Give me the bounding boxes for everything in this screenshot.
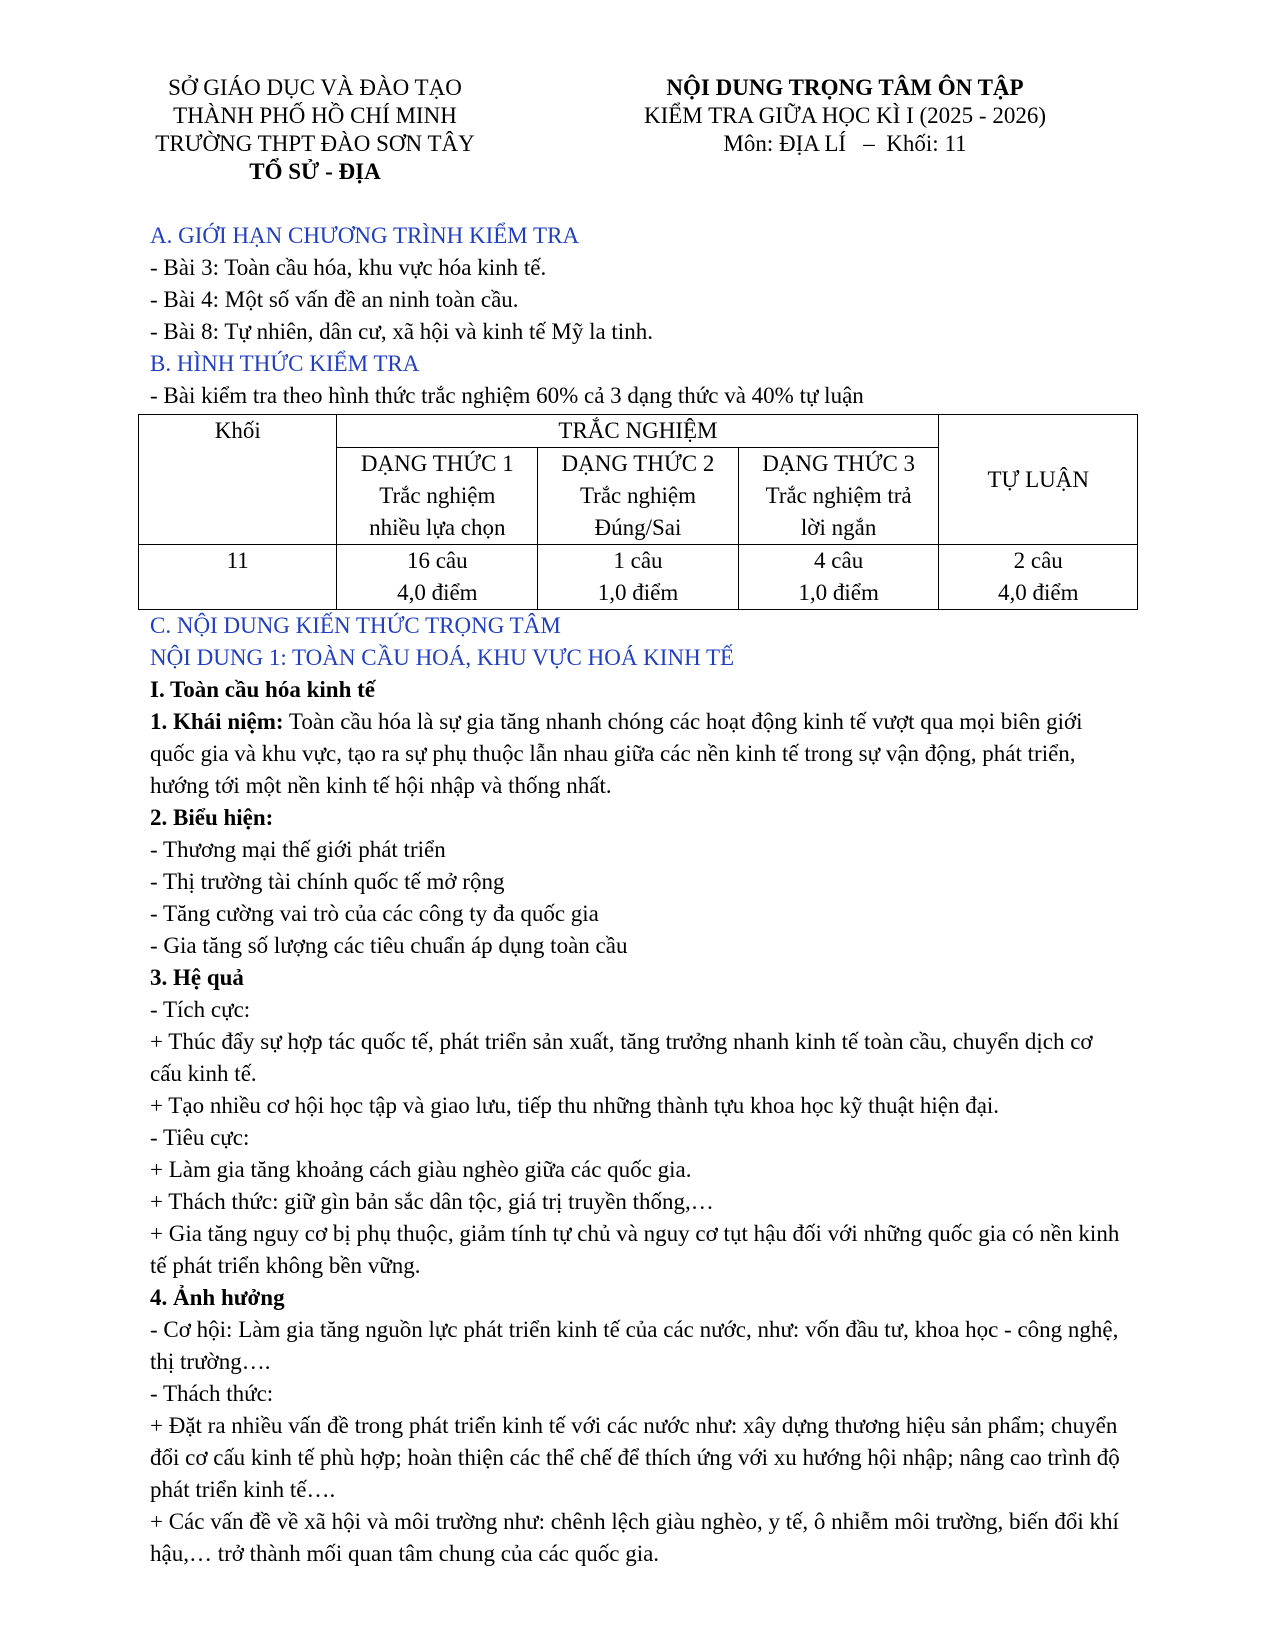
section-a-item: - Bài 3: Toàn cầu hóa, khu vực hóa kinh tế. xyxy=(150,255,547,280)
header-left xyxy=(140,74,490,186)
cell-khoi: 11 xyxy=(139,545,337,610)
cell-text: DẠNG THỨC 1 xyxy=(360,451,514,476)
section-a-item: - Bài 4: Một số vấn đề an ninh toàn cầu. xyxy=(150,287,519,312)
school-name: TRƯỜNG THPT ĐÀO SƠN TÂY xyxy=(155,131,475,156)
cell-dang-thuc-2 xyxy=(538,545,739,610)
section-c-heading: C. NỘI DUNG KIẾN THỨC TRỌNG TÂM xyxy=(150,613,561,638)
header-cell-trac-nghiem: TRẮC NGHIỆM xyxy=(337,415,939,448)
cell-tu-luan xyxy=(939,545,1138,610)
khai-niem-label: 1. Khái niệm: xyxy=(150,709,284,734)
content-1-heading: NỘI DUNG 1: TOÀN CẦU HOÁ, KHU VỰC HOÁ KINH TẾ xyxy=(150,645,735,670)
cell-dang-thuc-1 xyxy=(337,545,538,610)
header-cell-dang-thuc-2 xyxy=(538,448,739,545)
cell-text: nhiều lựa chọn xyxy=(369,515,506,540)
table-row xyxy=(139,545,1138,610)
exam-structure-table xyxy=(138,414,1138,610)
exam-title: KIỂM TRA GIỮA HỌC KÌ I (2025 - 2026) xyxy=(643,103,1046,128)
cell-text: 1 câu xyxy=(613,548,663,573)
header-cell-tu-luan: TỰ LUẬN xyxy=(939,415,1138,545)
bieu-hien-label: 2. Biểu hiện: xyxy=(150,805,274,830)
document-title: NỘI DUNG TRỌNG TÂM ÔN TẬP xyxy=(666,75,1024,100)
cell-text: 4 câu xyxy=(814,548,864,573)
cell-text: lời ngắn xyxy=(800,515,877,540)
list-item: + Tạo nhiều cơ hội học tập và giao lưu, tiếp thu những thành tựu khoa học kỹ thuật hiện đại. xyxy=(150,1093,1000,1118)
anh-huong-label: 4. Ảnh hưởng xyxy=(150,1285,285,1310)
list-item: + Gia tăng nguy cơ bị phụ thuộc, giảm tính tự chủ và nguy cơ tụt hậu đối với những quốc gia có nền kinh tế phát triển không bền vững. xyxy=(150,1221,1120,1278)
section-a-heading: A. GIỚI HẠN CHƯƠNG TRÌNH KIỂM TRA xyxy=(150,223,580,248)
cell-text: Trắc nghiệm trả xyxy=(765,483,912,508)
list-item: + Thách thức: giữ gìn bản sắc dân tộc, giá trị truyền thống,… xyxy=(150,1189,714,1214)
list-item: - Tăng cường vai trò của các công ty đa quốc gia xyxy=(150,901,599,926)
list-item: + Làm gia tăng khoảng cách giàu nghèo giữa các quốc gia. xyxy=(150,1157,692,1182)
subject-line: Môn: ĐỊA LÍ – Khối: 11 xyxy=(723,131,967,156)
header-cell-dang-thuc-3 xyxy=(738,448,939,545)
section-b-heading: B. HÌNH THỨC KIỂM TRA xyxy=(150,351,420,376)
group-name: TỔ SỬ - ĐỊA xyxy=(249,159,381,184)
part-1-title: I. Toàn cầu hóa kinh tế xyxy=(150,677,375,702)
list-item: + Đặt ra nhiều vấn đề trong phát triển kinh tế với các nước như: xây dựng thương hiệu sản phẩm; chuyển đổi cơ cấu kinh tế phù hợp; hoàn thiện các thể chế để thích ứng với xu hướng hội nhập; nâng cao trình độ phát triển kinh tế…. xyxy=(150,1413,1120,1502)
list-item: - Thương mại thế giới phát triển xyxy=(150,837,446,862)
list-item: - Thách thức: xyxy=(150,1381,274,1406)
khai-niem-text: Toàn cầu hóa là sự gia tăng nhanh chóng các hoạt động kinh tế vượt qua mọi biên giới quốc gia và khu vực, tạo ra sự phụ thuộc lẫn nhau giữa các nền kinh tế trong sự vận động, phát triển, hướng tới một nền kinh tế hội nhập và thống nhất. xyxy=(150,709,1083,798)
header-right xyxy=(615,74,1075,158)
khai-niem-paragraph xyxy=(150,706,1130,802)
list-item: - Thị trường tài chính quốc tế mở rộng xyxy=(150,869,505,894)
cell-dang-thuc-3 xyxy=(738,545,939,610)
header-cell-dang-thuc-1 xyxy=(337,448,538,545)
section-b-text: - Bài kiểm tra theo hình thức trắc nghiệm 60% cả 3 dạng thức và 40% tự luận xyxy=(150,383,864,408)
cell-text: 1,0 điểm xyxy=(798,580,879,605)
city-name: THÀNH PHỐ HỒ CHÍ MINH xyxy=(173,103,457,128)
cell-text: Trắc nghiệm xyxy=(379,483,496,508)
cell-text: 1,0 điểm xyxy=(597,580,679,605)
list-item: + Các vấn đề về xã hội và môi trường như: chênh lệch giàu nghèo, y tế, ô nhiễm môi trường, biến đổi khí hậu,… trở thành mối quan tâm chung của các quốc gia. xyxy=(150,1509,1119,1566)
list-item: - Tích cực: xyxy=(150,997,251,1022)
cell-text: 2 câu xyxy=(1013,548,1063,573)
department-name: SỞ GIÁO DỤC VÀ ĐÀO TẠO xyxy=(168,75,462,100)
list-item: + Thúc đẩy sự hợp tác quốc tế, phát triển sản xuất, tăng trưởng nhanh kinh tế toàn cầu, chuyển dịch cơ cấu kinh tế. xyxy=(150,1029,1093,1086)
header-cell-khoi: Khối xyxy=(139,415,337,545)
document-body xyxy=(150,220,1130,1570)
he-qua-label: 3. Hệ quả xyxy=(150,965,244,990)
cell-text: 4,0 điểm xyxy=(997,580,1079,605)
list-item: - Cơ hội: Làm gia tăng nguồn lực phát triển kinh tế của các nước, như: vốn đầu tư, khoa học - công nghệ, thị trường…. xyxy=(150,1317,1119,1374)
section-a-item: - Bài 8: Tự nhiên, dân cư, xã hội và kinh tế Mỹ la tinh. xyxy=(150,319,653,344)
cell-text: 4,0 điểm xyxy=(397,580,478,605)
cell-text: Đúng/Sai xyxy=(594,515,682,540)
cell-text: 16 câu xyxy=(406,548,468,573)
list-item: - Tiêu cực: xyxy=(150,1125,250,1150)
list-item: - Gia tăng số lượng các tiêu chuẩn áp dụng toàn cầu xyxy=(150,933,628,958)
cell-text: DẠNG THỨC 3 xyxy=(762,451,916,476)
cell-text: Trắc nghiệm xyxy=(579,483,696,508)
cell-text: DẠNG THỨC 2 xyxy=(561,451,715,476)
